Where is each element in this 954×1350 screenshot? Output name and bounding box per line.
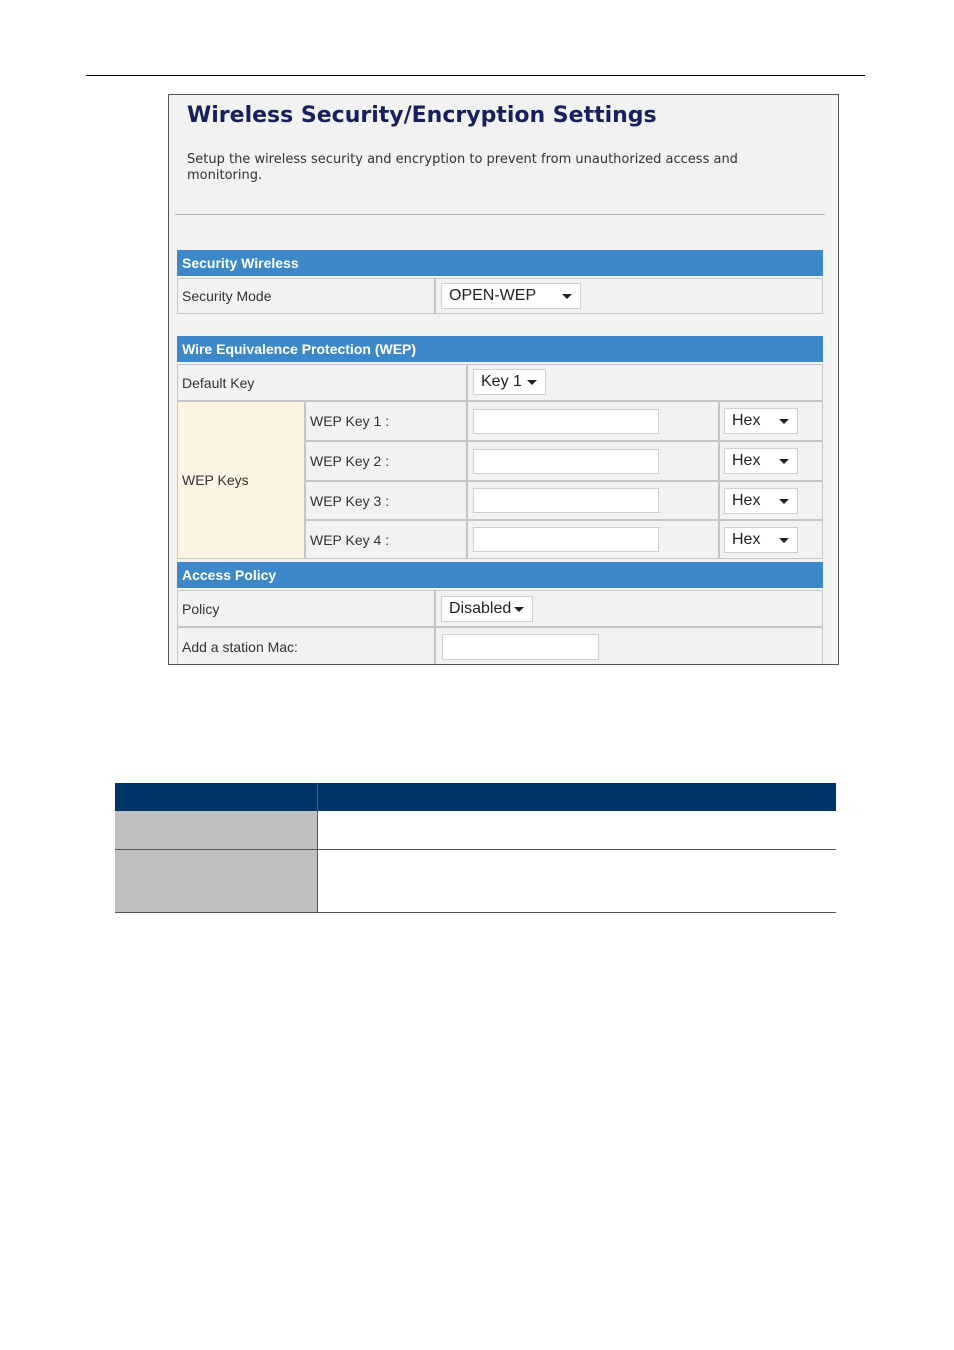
table-cell-label bbox=[115, 811, 317, 849]
chevron-down-icon bbox=[779, 538, 789, 543]
chevron-down-icon bbox=[562, 294, 572, 299]
page-title: Wireless Security/Encryption Settings bbox=[187, 103, 657, 128]
wep-key-1-cell bbox=[467, 401, 719, 441]
station-mac-label: Add a station Mac: bbox=[177, 627, 435, 665]
wep-key-1-format-cell bbox=[719, 401, 823, 441]
table-cell-description bbox=[317, 850, 836, 912]
chevron-down-icon bbox=[779, 459, 789, 464]
section-header-access-policy: Access Policy bbox=[177, 562, 823, 588]
wireless-security-panel bbox=[168, 94, 839, 665]
wep-key-3-format-select[interactable] bbox=[724, 488, 798, 514]
table-bottom-border bbox=[115, 912, 836, 913]
wep-key-3-format-value: Hex bbox=[732, 492, 761, 509]
default-key-value: Key 1 bbox=[481, 373, 522, 390]
wep-key-2-label: WEP Key 2 : bbox=[305, 441, 467, 481]
page-header-rule bbox=[86, 75, 865, 76]
wep-key-4-format-value: Hex bbox=[732, 531, 761, 548]
wep-key-3-label: WEP Key 3 : bbox=[305, 481, 467, 520]
station-mac-input[interactable] bbox=[442, 634, 599, 660]
section-header-wep: Wire Equivalence Protection (WEP) bbox=[177, 336, 823, 362]
security-mode-select[interactable] bbox=[441, 283, 581, 309]
wep-key-3-input[interactable] bbox=[473, 488, 659, 513]
wep-key-3-format-cell bbox=[719, 481, 823, 520]
table-cell-label bbox=[115, 850, 317, 912]
default-key-cell bbox=[467, 364, 823, 401]
section-header-security-wireless: Security Wireless bbox=[177, 250, 823, 276]
security-mode-value: OPEN-WEP bbox=[449, 287, 537, 304]
wep-key-2-cell bbox=[467, 441, 719, 481]
table-row bbox=[115, 811, 836, 849]
wep-key-1-format-select[interactable] bbox=[724, 408, 798, 434]
wep-key-1-input[interactable] bbox=[473, 409, 659, 434]
wep-key-4-label: WEP Key 4 : bbox=[305, 520, 467, 559]
wep-key-4-format-select[interactable] bbox=[724, 527, 798, 553]
page-description: Setup the wireless security and encryption to prevent from unauthorized access and monitoring. bbox=[187, 152, 738, 183]
wep-key-2-format-select[interactable] bbox=[724, 448, 798, 474]
wep-key-2-input[interactable] bbox=[473, 449, 659, 474]
default-key-select[interactable] bbox=[473, 369, 546, 395]
security-mode-cell bbox=[435, 278, 823, 314]
wep-key-3-cell bbox=[467, 481, 719, 520]
chevron-down-icon bbox=[527, 380, 537, 385]
default-key-label: Default Key bbox=[177, 364, 467, 401]
policy-cell bbox=[435, 590, 823, 627]
wep-key-2-format-value: Hex bbox=[732, 452, 761, 469]
chevron-down-icon bbox=[514, 607, 524, 612]
wep-keys-label: WEP Keys bbox=[177, 401, 305, 559]
table-cell-description bbox=[317, 811, 836, 849]
wep-key-4-format-cell bbox=[719, 520, 823, 559]
table-header-row bbox=[115, 783, 836, 811]
station-mac-cell bbox=[435, 627, 823, 665]
wep-key-1-format-value: Hex bbox=[732, 412, 761, 429]
wep-key-4-input[interactable] bbox=[473, 527, 659, 552]
security-mode-label: Security Mode bbox=[177, 278, 435, 314]
table-column-divider bbox=[317, 783, 318, 912]
title-divider bbox=[175, 214, 825, 215]
policy-select[interactable] bbox=[441, 596, 533, 622]
table-row bbox=[115, 850, 836, 912]
chevron-down-icon bbox=[779, 419, 789, 424]
wep-key-1-label: WEP Key 1 : bbox=[305, 401, 467, 441]
wep-key-2-format-cell bbox=[719, 441, 823, 481]
policy-label: Policy bbox=[177, 590, 435, 627]
wep-key-4-cell bbox=[467, 520, 719, 559]
policy-value: Disabled bbox=[449, 600, 512, 617]
chevron-down-icon bbox=[779, 499, 789, 504]
